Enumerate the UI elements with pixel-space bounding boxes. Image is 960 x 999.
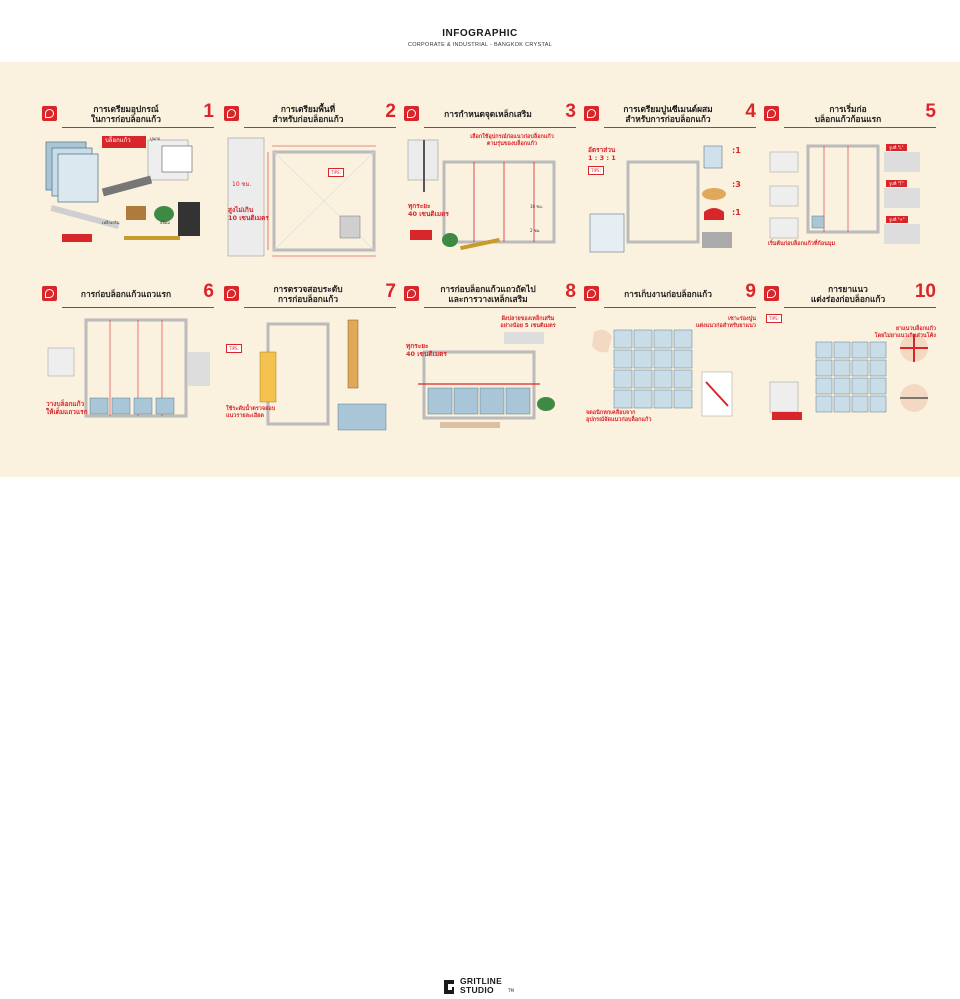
step-title: การเตรียมพื้นที่ สำหรับก่อบล็อกแก้ว	[272, 104, 344, 124]
brand-logo-icon	[224, 286, 239, 301]
brand-name	[460, 977, 502, 995]
brand-logo-icon	[42, 286, 57, 301]
step-number: 8	[565, 281, 576, 302]
step-card-4	[584, 102, 756, 264]
step-title: การเก็บงานก่อบล็อกแก้ว	[624, 289, 712, 299]
brand-logo-icon	[404, 286, 419, 301]
brand-logo-icon	[42, 106, 57, 121]
step-title: การเตรียมอุปกรณ์ ในการก่อบล็อกแก้ว	[91, 104, 161, 124]
step-header	[224, 282, 396, 308]
brand-logo-icon	[404, 106, 419, 121]
start-corner-note: เริ่มต้นก่อบล็อกแก้วที่ก้อนมุม	[768, 241, 836, 247]
step-title: การก่อบล็อกแก้วแถวถัดไป และการวางเหล็กเสริม	[440, 284, 536, 304]
step-title: การเริ่มก่อ บล็อกแก้วก้อนแรก	[814, 104, 882, 124]
brand-logo-icon	[224, 106, 239, 121]
step-header	[764, 102, 936, 128]
grout-note: ยาแนวบล็อกแก้ว โดยไม่ยาแนวเกินส่วนโค้ง	[874, 326, 936, 339]
step-card-10	[764, 282, 936, 444]
step-card-5	[764, 102, 936, 264]
divider	[244, 307, 396, 308]
tips-box: TIPS:	[588, 166, 604, 175]
frame-illustration	[224, 132, 396, 262]
step-title: การเตรียมปูนซีเมนต์ผสม สำหรับการก่อบล็อกแก้ว	[623, 104, 713, 124]
brand-logo-icon	[764, 106, 779, 121]
gritline-logo-icon	[442, 978, 456, 996]
gap-label: 2 ซม.	[530, 228, 541, 233]
page-footer	[0, 477, 960, 995]
step-card-7	[224, 282, 396, 444]
step-number: 2	[385, 101, 396, 122]
spacer-type-l: รูปที่ "L"	[886, 144, 907, 151]
rebar-label: เหล็กเสริม	[102, 220, 120, 225]
trademark-mark: TM	[508, 988, 514, 993]
tips-box: TIPS:	[226, 344, 242, 353]
spacer-type-t: รูปที่ "T"	[886, 180, 907, 187]
dimension-label: 10 ซม.	[232, 181, 252, 188]
step-number: 1	[203, 101, 214, 122]
rebar-point-illustration	[404, 132, 576, 262]
divider	[784, 127, 936, 128]
page-title: INFOGRAPHIC	[442, 28, 518, 39]
step-card-8	[404, 282, 576, 444]
step-card-2	[224, 102, 396, 264]
step-number: 4	[745, 101, 756, 122]
brand-line-1: GRITLINE	[460, 976, 503, 986]
mortar-label: ปูนก่อ	[150, 136, 161, 141]
ratio-water: :1	[732, 208, 741, 217]
step-header	[42, 282, 214, 308]
level-check-note: ใช้ระดับน้ำตรวจสอบ แนวรายละเอียด	[226, 406, 276, 419]
step-number: 5	[925, 101, 936, 122]
ratio-cement: :1	[732, 146, 741, 155]
brand-logo-icon	[584, 286, 599, 301]
step-title: การตรวจสอบระดับ การก่อบล็อกแก้ว	[273, 284, 343, 304]
step-number: 9	[745, 281, 756, 302]
step-header	[764, 282, 936, 308]
brand-line-2: STUDIO	[460, 985, 494, 995]
rebar-interval-note: ทุกระยะ 40 เซนติเมตร	[406, 342, 447, 358]
step-card-1	[42, 102, 214, 264]
step-number: 3	[565, 101, 576, 122]
rake-joints-note: เซาะร่องปูน แต่งแนวก่อสำหรับยาแนว	[695, 316, 756, 329]
spacer-type-plus: รูปที่ "+"	[886, 216, 908, 223]
divider	[424, 127, 576, 128]
step-title: การกำหนดจุดเหล็กเสริม	[444, 109, 532, 119]
divider	[604, 307, 756, 308]
step-header	[584, 102, 756, 128]
step-card-9	[584, 282, 756, 444]
next-row-illustration	[404, 312, 576, 442]
glass-block-label: บล็อกแก้ว	[102, 136, 134, 145]
depth-label: 10 ซม.	[530, 204, 543, 209]
embed-rebar-note: ฝังปลายของเหล็กเสริม อย่างน้อย 5 เซนติเมตร	[500, 316, 556, 329]
step-header	[404, 102, 576, 128]
spacer-selection-note: เลือกใช้อุปกรณ์ก่อแนวก่อบล็อกแก้ว ตามรุ่นของบล็อกแก้ว	[470, 134, 554, 147]
divider	[604, 127, 756, 128]
tools-illustration	[42, 132, 214, 262]
divider	[62, 127, 214, 128]
remove-spacers-note: จดอนิกหกเคลือบจาก อุปกรณ์จัดแนวก่อบล็อกแก้ว	[586, 410, 652, 423]
step-header	[224, 102, 396, 128]
step-title: การก่อบล็อกแก้วแถวแรก	[80, 289, 172, 299]
page-subtitle: CORPORATE & INDUSTRIAL - BANGKOK CRYSTAL	[407, 42, 553, 48]
step-header	[42, 102, 214, 128]
paint-label: สีย้อม	[160, 220, 170, 225]
divider	[424, 307, 576, 308]
level-check-illustration	[224, 312, 396, 442]
mix-ratio-label: อัตราส่วน 1 : 3 : 1	[588, 146, 616, 162]
step-number: 7	[385, 281, 396, 302]
studio-logo	[442, 977, 522, 999]
step-header	[584, 282, 756, 308]
divider	[244, 127, 396, 128]
infographic-board	[0, 62, 960, 477]
brand-logo-icon	[764, 286, 779, 301]
page-header	[0, 0, 960, 62]
step-card-6	[42, 282, 214, 444]
brand-logo-icon	[584, 106, 599, 121]
step-card-3	[404, 102, 576, 264]
tips-box: TIPS:	[328, 168, 344, 177]
max-height-note: สูงไม่เกิน 10 เซนติเมตร	[228, 206, 269, 222]
divider	[62, 307, 214, 308]
rebar-interval-note: ทุกระยะ 40 เซนติเมตร	[408, 202, 449, 218]
step-title: การยาแนว แต่งร่องก่อบล็อกแก้ว	[810, 284, 886, 304]
first-row-illustration	[42, 312, 214, 442]
step-number: 10	[914, 281, 936, 302]
step-number: 6	[203, 281, 214, 302]
ratio-sand: :3	[732, 180, 741, 189]
fill-first-row-note: วางบล็อกแก้ว ให้เต็มแถวแรก	[46, 400, 88, 416]
step-header	[404, 282, 576, 308]
divider	[784, 307, 936, 308]
tips-box: TIPS:	[766, 314, 782, 323]
